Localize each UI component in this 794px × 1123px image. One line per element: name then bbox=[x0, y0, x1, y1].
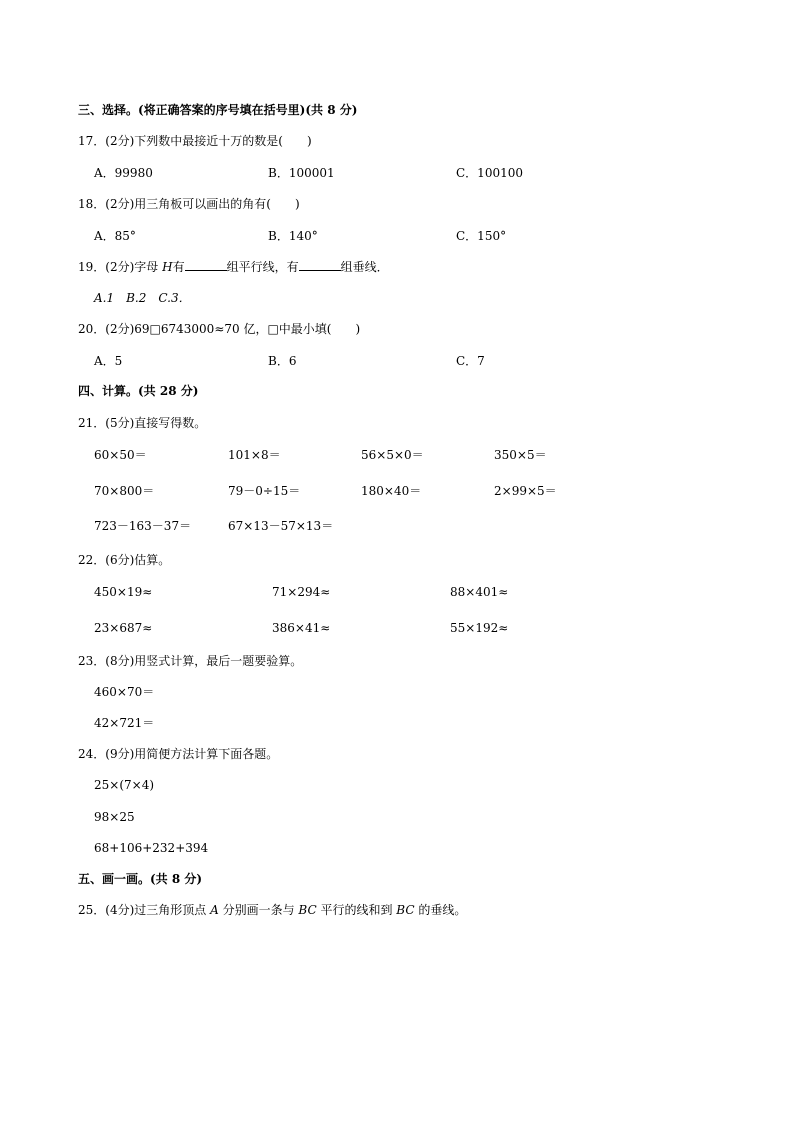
question-19-stem bbox=[78, 259, 389, 275]
q21-item: 70×800＝ bbox=[94, 484, 155, 498]
q25-bc-2: BC bbox=[396, 903, 415, 917]
question-25-stem bbox=[78, 902, 466, 918]
q22-item: 450×19≈ bbox=[94, 585, 153, 599]
q19-blank-1 bbox=[185, 259, 227, 271]
q25-prefix: 25．(4分)过三角形顶点 bbox=[78, 903, 211, 917]
q19-mid1: 有 bbox=[172, 260, 185, 274]
q25-mid2: 平行的线和到 bbox=[316, 903, 397, 917]
q23-item: 42×721＝ bbox=[94, 716, 155, 730]
q19-suffix: 组垂线． bbox=[340, 260, 389, 274]
q25-mid1: 分别画一条与 bbox=[218, 903, 299, 917]
q25-suffix: 的垂线。 bbox=[414, 903, 467, 917]
q22-item: 55×192≈ bbox=[450, 621, 509, 635]
q19-mid2: 组平行线，有 bbox=[226, 260, 299, 274]
q19-letter: H bbox=[162, 260, 173, 274]
q19-blank-2 bbox=[299, 259, 341, 271]
q22-item: 88×401≈ bbox=[450, 585, 509, 599]
q21-item: 67×13－57×13＝ bbox=[228, 519, 334, 533]
q18-option-b: B．140° bbox=[268, 229, 318, 243]
question-22-stem: 22．(6分)估算。 bbox=[78, 553, 171, 567]
q21-item: 723－163－37＝ bbox=[94, 519, 192, 533]
q21-item: 60×50＝ bbox=[94, 448, 147, 462]
question-17-stem: 17．(2分)下列数中最接近十万的数是( ) bbox=[78, 134, 312, 148]
q24-item: 25×(7×4) bbox=[94, 778, 155, 792]
question-21-stem: 21．(5分)直接写得数。 bbox=[78, 416, 207, 430]
q18-option-a: A．85° bbox=[94, 229, 136, 243]
question-24-stem: 24．(9分)用简便方法计算下面各题。 bbox=[78, 747, 279, 761]
q21-item: 350×5＝ bbox=[494, 448, 547, 462]
q18-option-c: C．150° bbox=[456, 229, 507, 243]
q19-prefix: 19．(2分)字母 bbox=[78, 260, 163, 274]
q19-options: A.1 B.2 C.3． bbox=[94, 291, 191, 305]
q22-item: 386×41≈ bbox=[272, 621, 331, 635]
question-23-stem: 23．(8分)用竖式计算，最后一题要验算。 bbox=[78, 654, 303, 668]
q25-bc-1: BC bbox=[298, 903, 317, 917]
q24-item: 68+106+232+394 bbox=[94, 841, 209, 855]
q24-item: 98×25 bbox=[94, 810, 135, 824]
q20-option-c: C．7 bbox=[456, 354, 485, 368]
q17-option-b: B．100001 bbox=[268, 166, 335, 180]
q25-vertex: A bbox=[210, 903, 219, 917]
q21-item: 101×8＝ bbox=[228, 448, 281, 462]
section-3-title: 三、选择。(将正确答案的序号填在括号里)(共 8 分) bbox=[78, 103, 358, 117]
q23-item: 460×70＝ bbox=[94, 685, 155, 699]
q20-option-a: A．5 bbox=[94, 354, 123, 368]
q22-item: 71×294≈ bbox=[272, 585, 331, 599]
q21-item: 56×5×0＝ bbox=[361, 448, 424, 462]
section-4-title: 四、计算。(共 28 分) bbox=[78, 384, 199, 398]
q17-option-a: A．99980 bbox=[94, 166, 153, 180]
q21-item: 79－0÷15＝ bbox=[228, 484, 301, 498]
q21-item: 2×99×5＝ bbox=[494, 484, 557, 498]
question-20-stem: 20．(2分)69□6743000≈70 亿，□中最小填( ) bbox=[78, 322, 361, 336]
question-18-stem: 18．(2分)用三角板可以画出的角有( ) bbox=[78, 197, 300, 211]
q20-option-b: B．6 bbox=[268, 354, 297, 368]
section-5-title: 五、画一画。(共 8 分) bbox=[78, 872, 203, 886]
q17-option-c: C．100100 bbox=[456, 166, 523, 180]
q21-item: 180×40＝ bbox=[361, 484, 422, 498]
q22-item: 23×687≈ bbox=[94, 621, 153, 635]
